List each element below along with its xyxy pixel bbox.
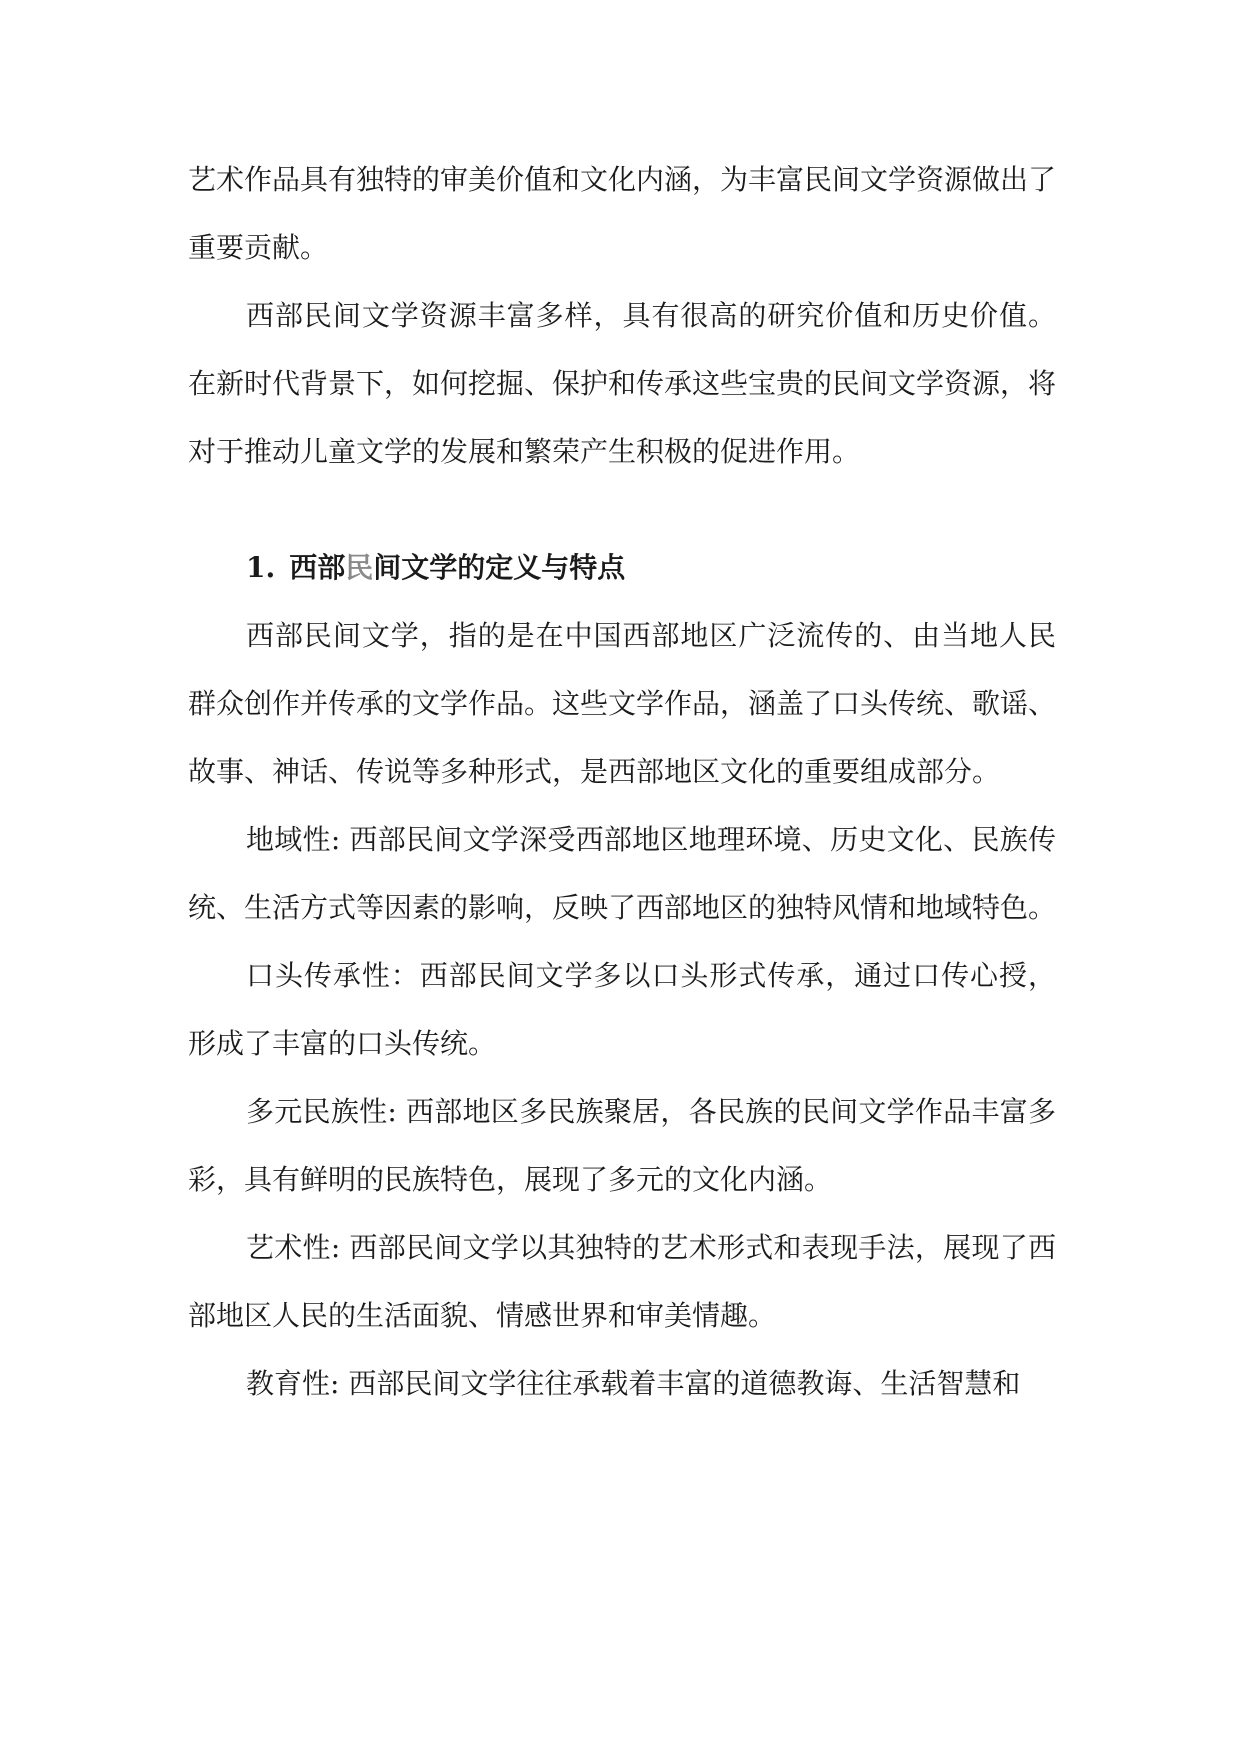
paragraph-multi-ethnic: 多元民族性: 西部地区多民族聚居，各民族的民间文学作品丰富多彩，具有鲜明的民族特色，展现了多元的文化内涵。: [188, 1095, 1056, 1196]
heading-text-part2: 间文学的定义与特点: [373, 551, 626, 584]
paragraph-definition: 西部民间文学，指的是在中国西部地区广泛流传的、由当地人民群众创作并传承的文学作品。这些文学作品，涵盖了口头传统、歌谣、故事、神话、传说等多种形式，是西部地区文化的重要组成部分。: [188, 619, 1057, 788]
paragraph-artistic: 艺术性: 西部民间文学以其独特的艺术形式和表现手法，展现了西部地区人民的生活面貌、情感世界和审美情趣。: [188, 1231, 1056, 1332]
paragraph-educational: 教育性: 西部民间文学往往承载着丰富的道德教诲、生活智慧和: [246, 1367, 1021, 1400]
paragraph-continuation: 艺术作品具有独特的审美价值和文化内涵，为丰富民间文学资源做出了重要贡献。: [188, 163, 1057, 264]
paragraph-intro: 西部民间文学资源丰富多样，具有很高的研究价值和历史价值。在新时代背景下，如何挖掘、保护和传承这些宝贵的民间文学资源，将对于推动儿童文学的发展和繁荣产生积极的促进作用。: [188, 299, 1057, 468]
document-body: [188, 146, 1056, 1418]
paragraph-regional: 地域性: 西部民间文学深受西部地区地理环境、历史文化、民族传统、生活方式等因素的影响，反映了西部地区的独特风情和地域特色。: [188, 823, 1057, 924]
heading-highlighted-char: 民: [345, 551, 374, 584]
heading-text-part1: 西部: [289, 551, 346, 584]
section-heading: [188, 534, 1056, 602]
section-number: 1.: [246, 551, 276, 584]
paragraph-oral-tradition: 口头传承性：西部民间文学多以口头形式传承，通过口传心授，形成了丰富的口头传统。: [188, 959, 1056, 1060]
